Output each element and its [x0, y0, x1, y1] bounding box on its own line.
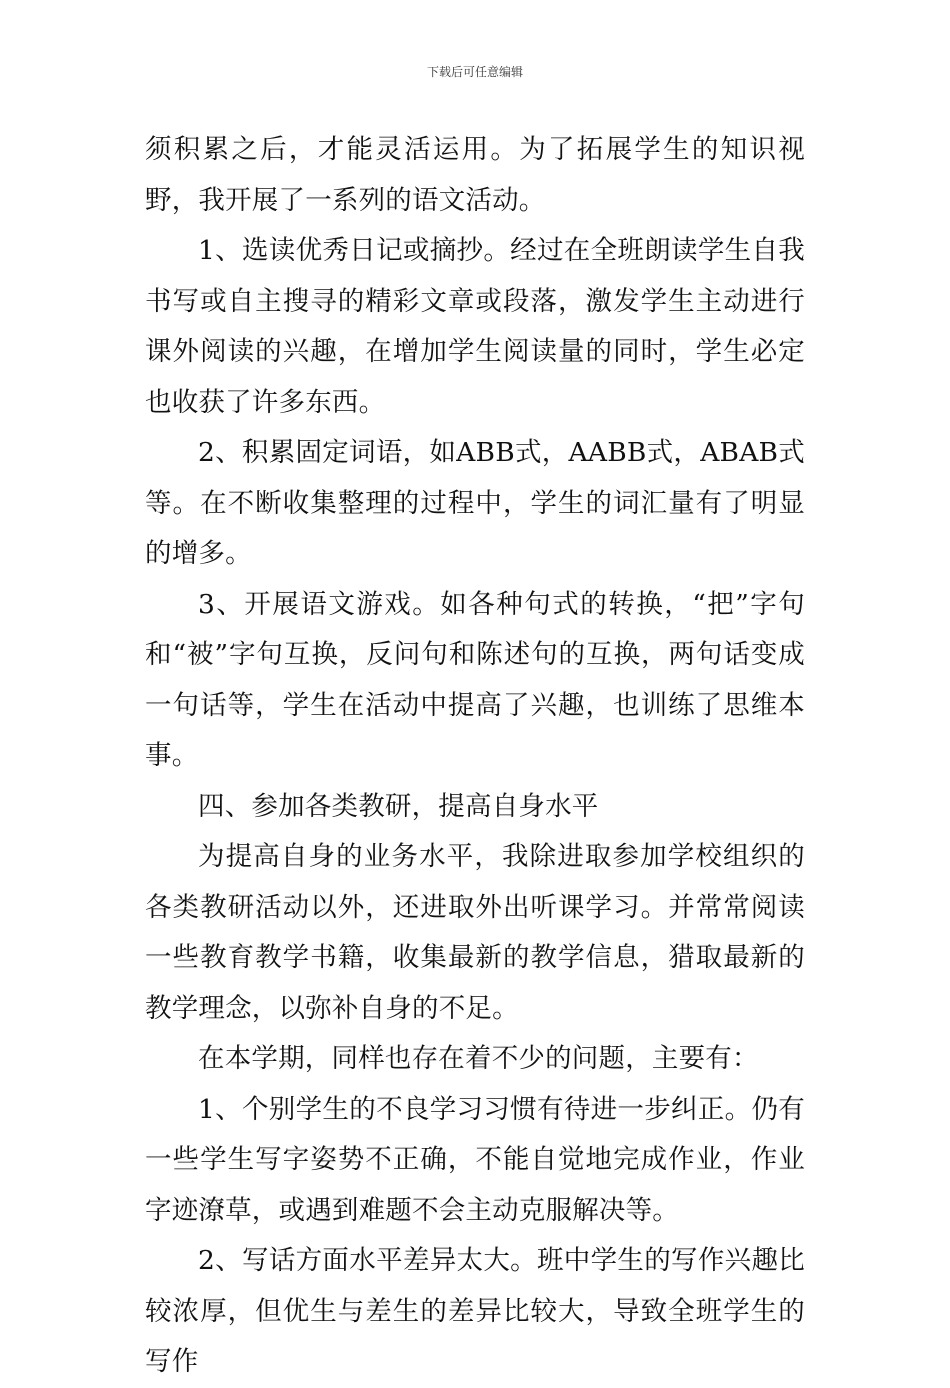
- document-body: [145, 125, 805, 1388]
- section-heading-4: 四、参加各类教研，提高自身水平: [198, 790, 599, 822]
- paragraph-item-2-vocabulary: 2、积累固定词语，如ABB式，AABB式，ABAB式等。在不断收集整理的过程中，学生的词汇量有了明显的增多。: [145, 437, 805, 569]
- paragraph-problem-1: 1、个别学生的不良学习习惯有待进一步纠正。仍有一些学生写字姿势不正确，不能自觉地完成作业，作业字迹潦草，或遇到难题不会主动克服解决等。: [145, 1093, 805, 1226]
- paragraph-item-1-reading: 1、选读优秀日记或摘抄。经过在全班朗读学生自我书写或自主搜寻的精彩文章或段落，激发学生主动进行课外阅读的兴趣，在增加学生阅读量的同时，学生必定也收获了许多东西。: [145, 235, 805, 418]
- paragraph-item-3-games: 3、开展语文游戏。如各种句式的转换，“把”字句和“被”字句互换，反问句和陈述句的互换，两句话变成一句话等，学生在活动中提高了兴趣，也训练了思维本事。: [145, 588, 805, 771]
- paragraph-problems-intro: 在本学期，同样也存在着不少的问题，主要有：: [198, 1043, 759, 1074]
- paragraph-professional-growth: 为提高自身的业务水平，我除进取参加学校组织的各类教研活动以外，还进取外出听课学习。并常常阅读一些教育教学书籍，收集最新的教学信息，猎取最新的教学理念，以弥补自身的不足。: [145, 841, 805, 1024]
- paragraph-continuation: 须积累之后，才能灵活运用。为了拓展学生的知识视野，我开展了一系列的语文活动。: [145, 134, 805, 216]
- paragraph-problem-2: 2、写话方面水平差异太大。班中学生的写作兴趣比较浓厚，但优生与差生的差异比较大，导致全班学生的写作: [145, 1245, 805, 1377]
- page-header-note: 下载后可任意编辑: [426, 65, 523, 79]
